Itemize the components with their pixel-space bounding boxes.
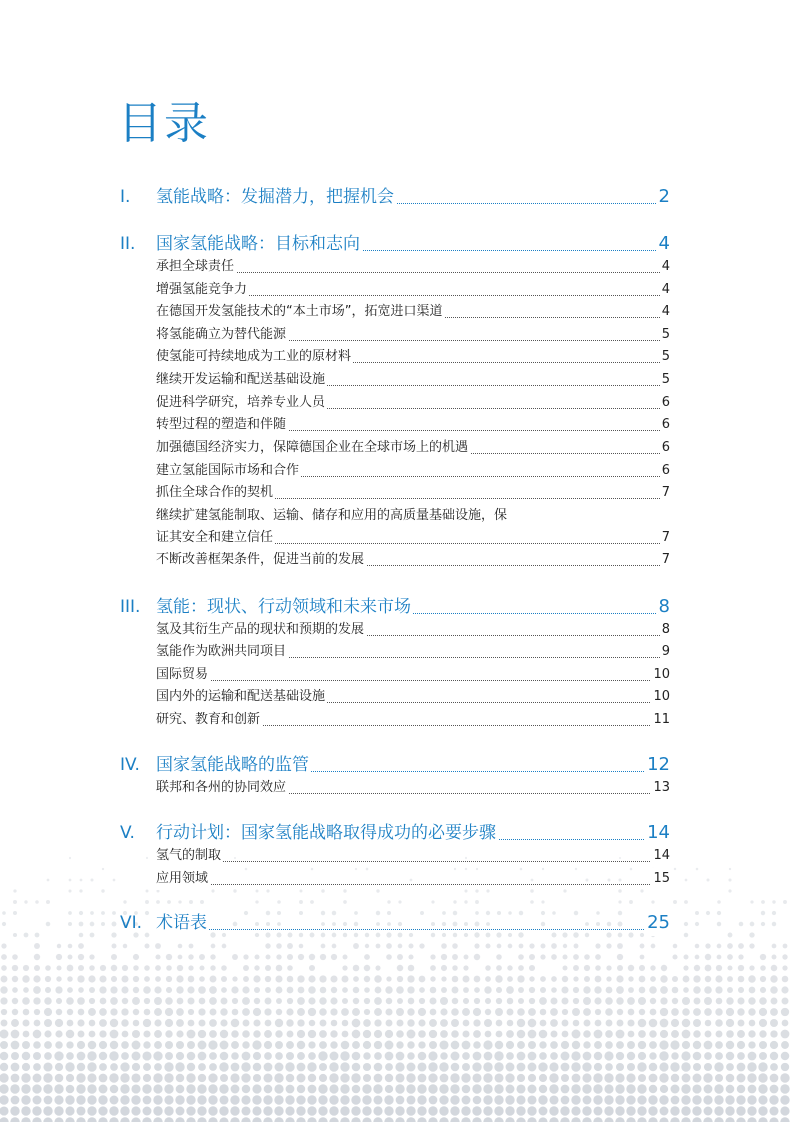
toc-entry[interactable] <box>156 346 670 368</box>
entry-page: 5 <box>660 369 670 391</box>
entry-page: 6 <box>660 392 670 414</box>
entry-title: 国内外的运输和配送基础设施 <box>156 686 327 708</box>
entry-title: 氢能作为欧洲共同项目 <box>156 641 288 663</box>
section-number: VI. <box>120 913 143 933</box>
entry-title: 促进科学研究，培养专业人员 <box>156 392 327 414</box>
section-number: V. <box>120 823 135 843</box>
section-title: 术语表 <box>156 910 209 936</box>
entry-title: 将氢能确立为替代能源 <box>156 324 288 346</box>
toc-entry[interactable] <box>156 437 670 459</box>
toc-entry[interactable] <box>156 777 670 799</box>
toc-entry[interactable] <box>156 460 670 482</box>
toc-section-1[interactable] <box>120 184 670 210</box>
entry-title: 氢及其衍生产品的现状和预期的发展 <box>156 619 366 641</box>
section-page: 25 <box>645 910 670 936</box>
page-title: 目录 <box>118 98 210 149</box>
entry-page: 11 <box>651 709 670 731</box>
entry-title: 承担全球责任 <box>156 256 236 278</box>
entry-page: 5 <box>660 324 670 346</box>
entry-title: 不断改善框架条件，促进当前的发展 <box>156 549 366 571</box>
dot-leader <box>156 861 670 862</box>
toc-entry[interactable] <box>156 505 670 527</box>
section-title: 行动计划：国家氢能战略取得成功的必要步骤 <box>156 820 498 846</box>
section-number: III. <box>120 597 141 617</box>
section-page: 8 <box>657 594 670 620</box>
section-page: 12 <box>645 752 670 778</box>
entry-title: 证其安全和建立信任 <box>156 527 275 549</box>
entry-page: 10 <box>651 686 670 708</box>
entry-page: 10 <box>651 664 670 686</box>
section-title: 国家氢能战略：目标和志向 <box>156 231 362 257</box>
toc-entry[interactable] <box>156 527 670 549</box>
entry-page: 8 <box>660 619 670 641</box>
toc-entry[interactable] <box>156 256 670 278</box>
entry-title: 国际贸易 <box>156 664 210 686</box>
toc-entry[interactable] <box>156 324 670 346</box>
toc-section-5[interactable] <box>120 820 670 846</box>
section-page: 14 <box>645 820 670 846</box>
entry-title: 继续开发运输和配送基础设施 <box>156 369 327 391</box>
toc-entry[interactable] <box>156 686 670 708</box>
entry-page: 7 <box>660 482 670 504</box>
entry-page: 5 <box>660 346 670 368</box>
entry-title: 研究、教育和创新 <box>156 709 262 731</box>
toc-entry[interactable] <box>156 392 670 414</box>
entry-page: 6 <box>660 460 670 482</box>
toc-entry[interactable] <box>156 709 670 731</box>
entry-title: 在德国开发氢能技术的“本土市场”，拓宽进口渠道 <box>156 301 444 323</box>
entry-title: 继续扩建氢能制取、运输、储存和应用的高质量基础设施，保 <box>156 505 509 527</box>
toc-entry[interactable] <box>156 619 670 641</box>
toc-section-3[interactable] <box>120 594 670 620</box>
dot-leader <box>156 884 670 885</box>
dot-leader <box>156 929 670 930</box>
entry-page: 4 <box>660 279 670 301</box>
entry-title: 应用领域 <box>156 868 210 890</box>
section-number: I. <box>120 187 131 207</box>
entry-title: 使氢能可持续地成为工业的原材料 <box>156 346 353 368</box>
entry-title: 联邦和各州的协同效应 <box>156 777 288 799</box>
entry-title: 增强氢能竞争力 <box>156 279 249 301</box>
toc-entry[interactable] <box>156 641 670 663</box>
entry-page: 6 <box>660 437 670 459</box>
entry-page: 6 <box>660 414 670 436</box>
section-page: 4 <box>657 231 670 257</box>
toc-section-4[interactable] <box>120 752 670 778</box>
entry-page: 7 <box>660 527 670 549</box>
toc-entry[interactable] <box>156 482 670 504</box>
section-title: 氢能：现状、行动领域和未来市场 <box>156 594 413 620</box>
entry-page: 14 <box>651 845 670 867</box>
section-page: 2 <box>657 184 670 210</box>
section-number: II. <box>120 234 136 254</box>
toc-entry[interactable] <box>156 301 670 323</box>
toc-entry[interactable] <box>156 369 670 391</box>
toc-entry[interactable] <box>156 549 670 571</box>
dot-leader <box>156 680 670 681</box>
entry-page: 9 <box>660 641 670 663</box>
entry-page: 7 <box>660 549 670 571</box>
entry-page: 4 <box>660 256 670 278</box>
entry-title: 建立氢能国际市场和合作 <box>156 460 301 482</box>
toc-entry[interactable] <box>156 845 670 867</box>
entry-page: 13 <box>651 777 670 799</box>
entry-page: 15 <box>651 868 670 890</box>
toc-entry[interactable] <box>156 664 670 686</box>
section-number: IV. <box>120 755 140 775</box>
toc-entry[interactable] <box>156 414 670 436</box>
entry-page: 4 <box>660 301 670 323</box>
toc-section-2[interactable] <box>120 231 670 257</box>
entry-title: 抓住全球合作的契机 <box>156 482 275 504</box>
section-title: 国家氢能战略的监管 <box>156 752 311 778</box>
toc-entry[interactable] <box>156 868 670 890</box>
section-title: 氢能战略：发掘潜力，把握机会 <box>156 184 396 210</box>
entry-title: 氢气的制取 <box>156 845 223 867</box>
toc-section-6[interactable] <box>120 910 670 936</box>
toc-entry[interactable] <box>156 279 670 301</box>
entry-title: 加强德国经济实力，保障德国企业在全球市场上的机遇 <box>156 437 470 459</box>
entry-title: 转型过程的塑造和伴随 <box>156 414 288 436</box>
